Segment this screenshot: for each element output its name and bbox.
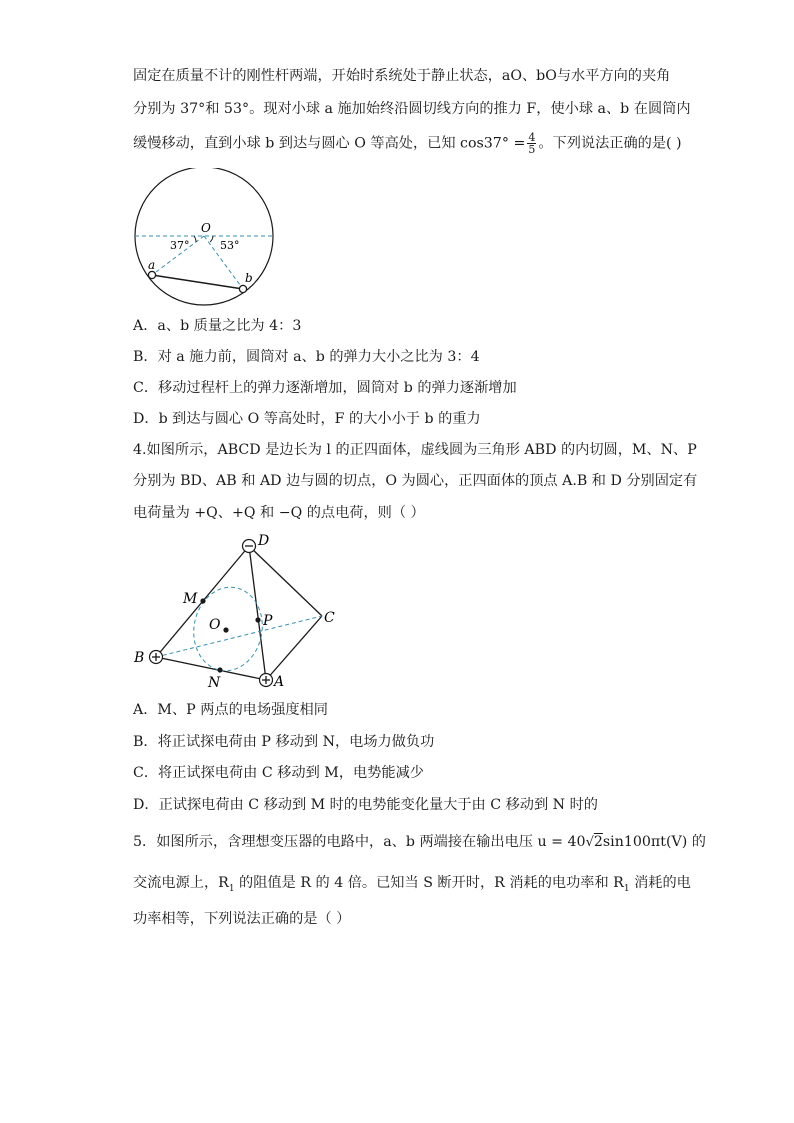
q5-stem-line-1: 5．如图所示，含理想变压器的电路中，a、b 两端接在输出电压 u = 40√2sin100πt(V) 的	[133, 834, 706, 850]
q5-stem-line-2-end: 消耗的电	[629, 875, 691, 891]
q4-label-P: P	[263, 613, 273, 629]
q4-label-M: M	[183, 591, 198, 607]
q3-option-b: B．对 a 施力前，圆筒对 a、b 的弹力大小之比为 3：4	[133, 349, 480, 365]
q4-option-b: B．将正试探电荷由 P 移动到 N，电场力做负功	[133, 734, 435, 750]
q4-edge-BC-hidden	[156, 616, 322, 657]
q4-option-c: C．将正试探电荷由 C 移动到 M，电势能减少	[133, 765, 424, 781]
q4-edge-AC	[266, 616, 322, 680]
q3-option-c: C．移动过程杆上的弹力逐渐增加，圆筒对 b 的弹力逐渐增加	[133, 380, 517, 396]
q3-ball-b	[239, 285, 246, 292]
q3-label-O: O	[201, 221, 211, 235]
q4-label-O: O	[209, 617, 221, 633]
q3-ball-a	[148, 271, 155, 278]
q5-stem-line-1-text: 5．如图所示，含理想变压器的电路中，a、b 两端接在输出电压 u = 40	[133, 834, 586, 850]
q4-label-B: B	[134, 650, 145, 666]
q3-option-a: A．a、b 质量之比为 4：3	[133, 318, 302, 334]
q5-subscript-1: 1	[228, 883, 235, 894]
q5-subscript-2: 1	[623, 883, 630, 894]
q4-point-P	[255, 617, 260, 622]
q3-stem-line-3-end: 。下列说法正确的是( )	[538, 135, 682, 152]
q3-circle-figure	[130, 168, 280, 308]
q4-label-C: C	[324, 610, 335, 626]
q4-edge-DC	[249, 546, 322, 616]
q4-stem-line-3: 电荷量为 +Q、+Q 和 −Q 的点电荷，则（ ）	[133, 505, 425, 521]
q3-label-b: b	[245, 271, 253, 285]
q3-stem-line-3	[133, 132, 682, 155]
q3-stem-line-1: 固定在质量不计的刚性杆两端，开始时系统处于静止状态，aO、bO与水平方向的夹角	[133, 68, 671, 84]
q3-angle-arc-53	[210, 236, 213, 242]
q3-rigid-rod	[152, 275, 243, 289]
q4-point-O	[223, 627, 228, 632]
q3-angle-arc-37	[194, 236, 196, 242]
q4-label-D: D	[258, 533, 270, 549]
q4-tetrahedron-figure	[130, 530, 350, 695]
q5-stem-line-2-mid: 的阻值是 R 的 4 倍。已知当 S 断开时，R 消耗的电功率和 R	[234, 875, 624, 891]
q5-stem-line-1-end: sin100πt(V) 的	[602, 834, 706, 850]
q3-fraction-numerator: 4	[528, 131, 536, 144]
q5-stem-line-2	[133, 873, 691, 899]
q4-option-d: D．正试探电荷由 C 移动到 M 时的电势能变化量大于由 C 移动到 N 时的	[133, 797, 598, 813]
q3-label-37: 37°	[170, 239, 190, 252]
q4-stem-line-2: 分别为 BD、AB 和 AD 边与圆的切点，O 为圆心，正四面体的顶点 A.B 和 D 分别固定有	[133, 473, 698, 489]
q4-option-a: A．M、P 两点的电场强度相同	[133, 702, 328, 718]
q5-stem-line-2-text: 交流电源上，R	[133, 875, 229, 891]
q3-stem-line-2: 分别为 37°和 53°。现对小球 a 施加始终沿圆切线方向的推力 F，使小球 a、b 在圆筒内	[133, 101, 691, 117]
q4-label-A: A	[274, 674, 285, 690]
q3-label-53: 53°	[220, 239, 240, 252]
q3-stem-line-3-text: 缓慢移动，直到小球 b 到达与圆心 O 等高处，已知 cos37° =	[133, 135, 526, 152]
q4-point-N	[217, 667, 222, 672]
q3-fraction-denominator: 5	[528, 143, 536, 156]
q4-point-M	[200, 598, 205, 603]
q5-stem-line-3: 功率相等，下列说法正确的是（ ）	[133, 911, 351, 927]
q3-label-a: a	[148, 258, 156, 272]
q4-label-N: N	[208, 675, 221, 691]
q5-sqrt-value: 2	[593, 834, 603, 850]
q4-stem-line-1: 4.如图所示，ABCD 是边长为 l 的正四面体，虚线圆为三角形 ABD 的内切圆，M、N、P	[133, 442, 697, 458]
q3-option-d: D．b 到达与圆心 O 等高处时，F 的大小小于 b 的重力	[133, 411, 481, 427]
q3-fraction	[527, 132, 536, 155]
